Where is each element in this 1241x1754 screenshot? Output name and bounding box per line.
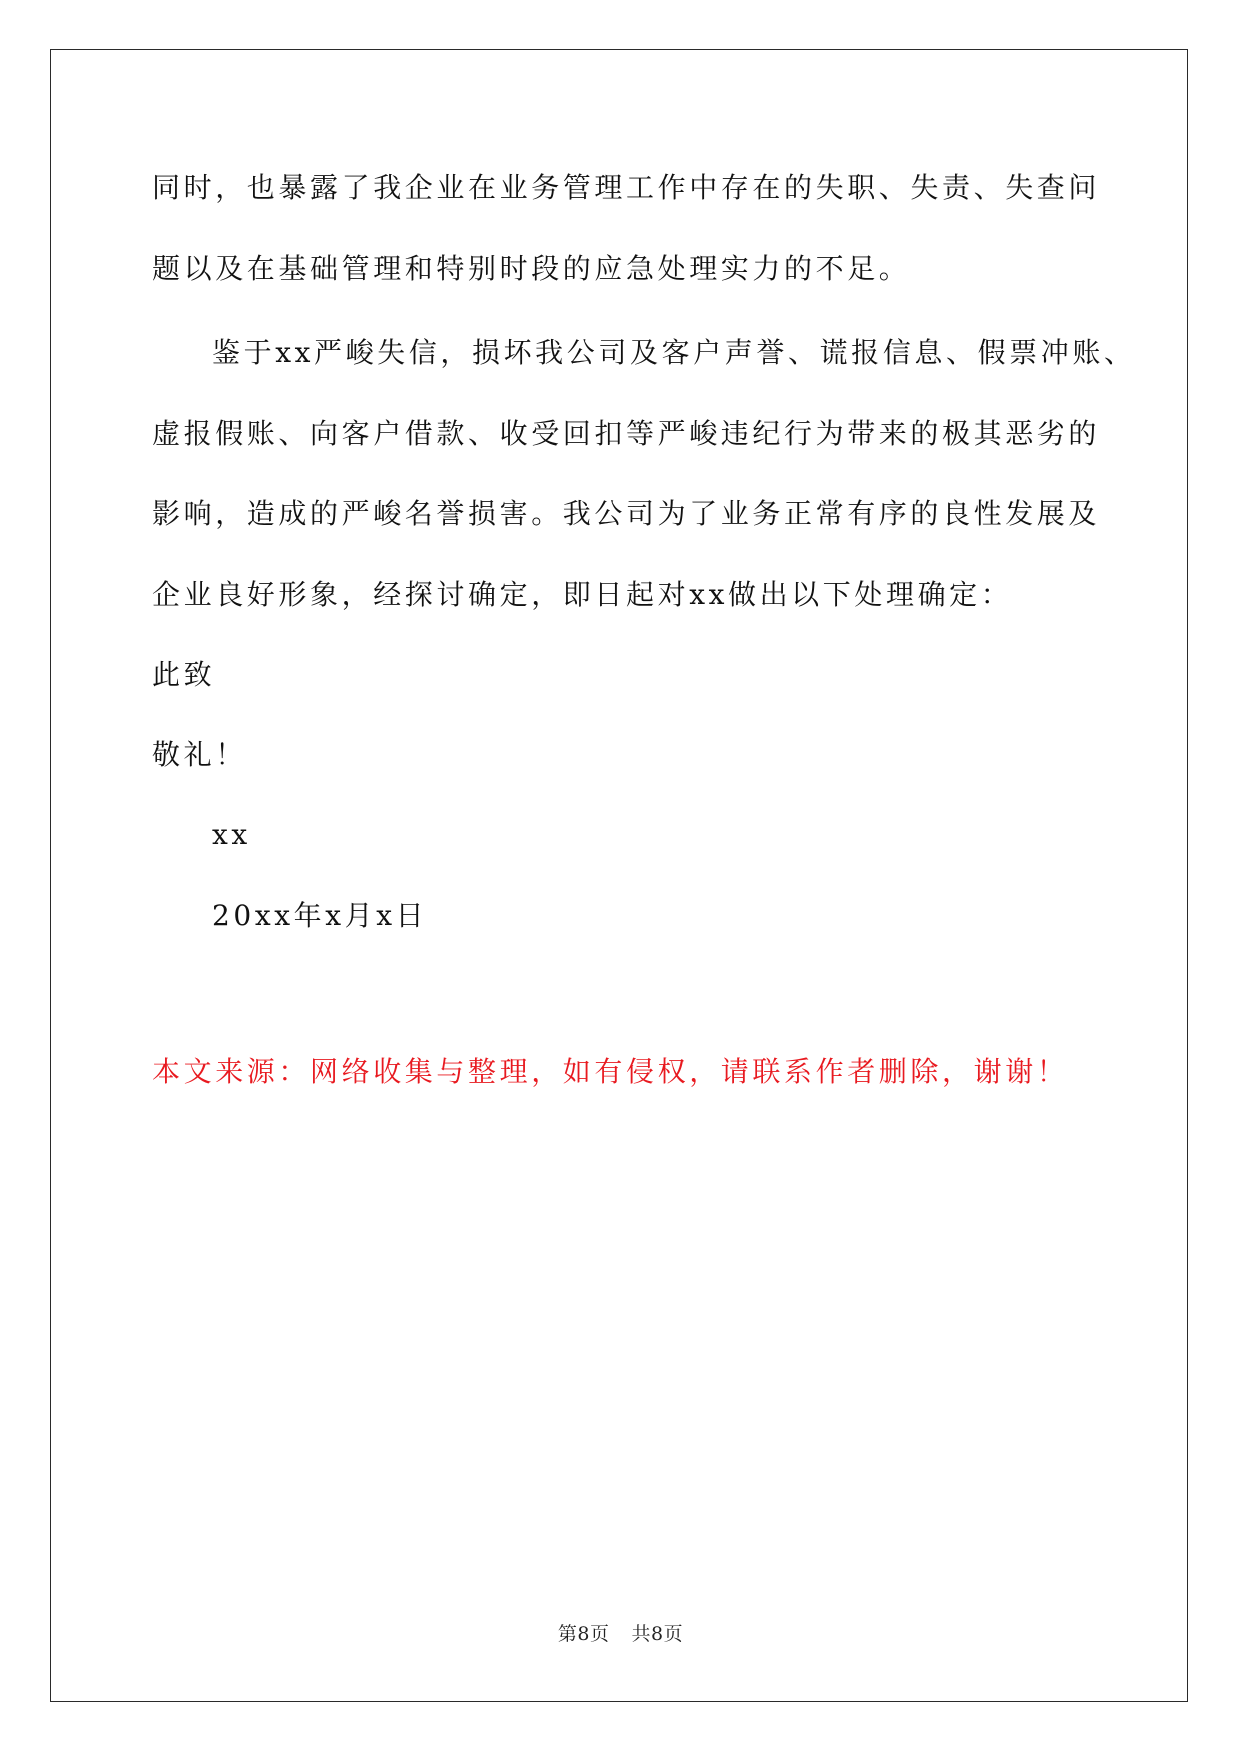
paragraph-1-line-2: 题以及在基础管理和特别时段的应急处理实力的不足。: [152, 252, 911, 285]
closing-regards: 敬礼！: [152, 738, 247, 771]
page-border: [50, 49, 1188, 1702]
paragraph-2-line-1: 鉴于xx严峻失信，损坏我公司及客户声誉、谎报信息、假票冲账、: [212, 336, 1136, 369]
source-notice: 本文来源：网络收集与整理，如有侵权，请联系作者删除，谢谢！: [152, 1055, 1069, 1088]
paragraph-2-line-3: 影响，造成的严峻名誉损害。我公司为了业务正常有序的良性发展及: [152, 497, 1101, 530]
page-current: 第8页: [557, 1623, 610, 1645]
signature-date: 20xx年x月x日: [212, 899, 428, 932]
paragraph-1-line-1: 同时，也暴露了我企业在业务管理工作中存在的失职、失责、失查问: [152, 171, 1101, 204]
paragraph-2-line-2: 虚报假账、向客户借款、收受回扣等严峻违纪行为带来的极其恶劣的: [152, 417, 1101, 450]
page-total: 共8页: [631, 1623, 684, 1645]
closing-salutation: 此致: [152, 658, 216, 691]
page-footer: [0, 1619, 1241, 1646]
signature-name: xx: [212, 818, 251, 851]
paragraph-2-line-4: 企业良好形象，经探讨确定，即日起对xx做出以下处理确定：: [152, 578, 1013, 611]
